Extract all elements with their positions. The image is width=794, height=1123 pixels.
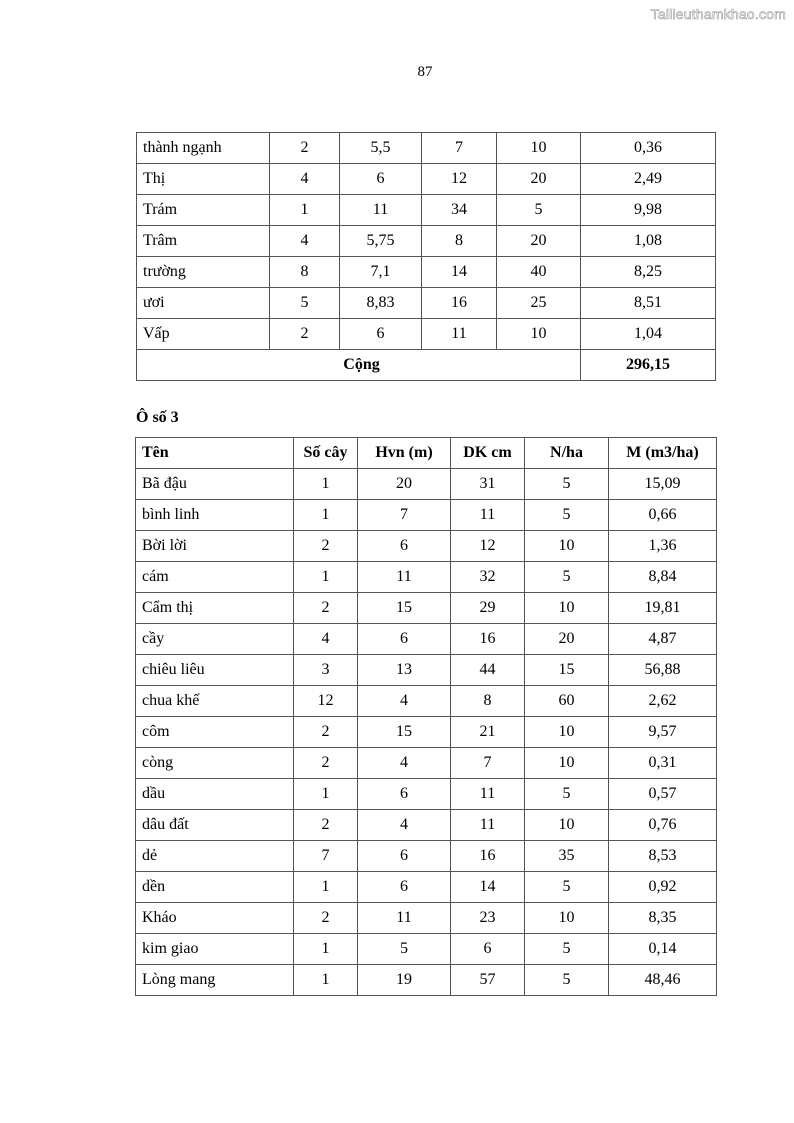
value-cell: 10 [525,593,609,624]
table-row [136,841,717,872]
value-cell: 5 [270,288,340,319]
column-header: M (m3/ha) [609,438,717,469]
species-name-cell: Vấp [137,319,270,350]
table-row [136,531,717,562]
value-cell: 11 [422,319,497,350]
table-row [136,965,717,996]
species-name-cell: cám [136,562,294,593]
value-cell: 7 [422,133,497,164]
value-cell: 34 [422,195,497,226]
value-cell: 2,62 [609,686,717,717]
value-cell: 10 [497,133,581,164]
value-cell: 1 [294,934,358,965]
value-cell: 6 [340,319,422,350]
table-row [136,903,717,934]
column-header: Tên [136,438,294,469]
value-cell: 1 [294,872,358,903]
value-cell: 19,81 [609,593,717,624]
value-cell: 13 [358,655,451,686]
value-cell: 21 [451,717,525,748]
value-cell: 2 [294,717,358,748]
species-name-cell: ươi [137,288,270,319]
value-cell: 20 [497,164,581,195]
table-row [136,872,717,903]
value-cell: 35 [525,841,609,872]
value-cell: 5 [525,779,609,810]
value-cell: 6 [358,624,451,655]
value-cell: 10 [525,748,609,779]
value-cell: 15,09 [609,469,717,500]
value-cell: 8,83 [340,288,422,319]
value-cell: 7 [358,500,451,531]
value-cell: 4 [270,164,340,195]
value-cell: 11 [358,562,451,593]
table-row [137,319,716,350]
value-cell: 20 [497,226,581,257]
value-cell: 16 [422,288,497,319]
value-cell: 11 [340,195,422,226]
column-header: N/ha [525,438,609,469]
value-cell: 8,35 [609,903,717,934]
value-cell: 6 [358,841,451,872]
total-row [137,350,716,381]
value-cell: 7 [294,841,358,872]
value-cell: 8,51 [581,288,716,319]
page-number: 87 [417,64,433,80]
species-name-cell: kim giao [136,934,294,965]
species-name-cell: Bời lời [136,531,294,562]
value-cell: 11 [451,500,525,531]
value-cell: 12 [451,531,525,562]
value-cell: 0,57 [609,779,717,810]
table-row [136,469,717,500]
table-row [136,562,717,593]
value-cell: 12 [294,686,358,717]
value-cell: 0,92 [609,872,717,903]
value-cell: 5 [525,562,609,593]
value-cell: 1,08 [581,226,716,257]
species-name-cell: Bã đậu [136,469,294,500]
value-cell: 7,1 [340,257,422,288]
value-cell: 9,57 [609,717,717,748]
table-row [137,226,716,257]
value-cell: 4 [358,686,451,717]
value-cell: 10 [525,531,609,562]
column-header: DK cm [451,438,525,469]
value-cell: 4 [358,810,451,841]
value-cell: 16 [451,841,525,872]
value-cell: 14 [422,257,497,288]
total-label: Cộng [137,350,581,381]
total-value: 296,15 [581,350,716,381]
value-cell: 1 [294,779,358,810]
value-cell: 11 [451,779,525,810]
species-name-cell: Thị [137,164,270,195]
species-table-continued [136,132,716,381]
value-cell: 10 [525,903,609,934]
value-cell: 5 [525,872,609,903]
value-cell: 1 [294,965,358,996]
species-name-cell: dẻ [136,841,294,872]
value-cell: 19 [358,965,451,996]
value-cell: 6 [358,779,451,810]
value-cell: 8 [451,686,525,717]
value-cell: 25 [497,288,581,319]
species-name-cell: Lòng mang [136,965,294,996]
value-cell: 10 [525,717,609,748]
value-cell: 0,76 [609,810,717,841]
species-name-cell: bình linh [136,500,294,531]
value-cell: 5 [525,965,609,996]
value-cell: 5,75 [340,226,422,257]
table-row [137,288,716,319]
value-cell: 4 [270,226,340,257]
value-cell: 2 [294,903,358,934]
value-cell: 4 [358,748,451,779]
value-cell: 5 [497,195,581,226]
value-cell: 7 [451,748,525,779]
species-name-cell: còng [136,748,294,779]
value-cell: 1,04 [581,319,716,350]
species-name-cell: dầu [136,779,294,810]
value-cell: 56,88 [609,655,717,686]
table-row [137,164,716,195]
plot-3-table [135,437,717,996]
species-name-cell: trường [137,257,270,288]
value-cell: 5,5 [340,133,422,164]
column-header: Số cây [294,438,358,469]
table-row [136,655,717,686]
value-cell: 8,53 [609,841,717,872]
species-name-cell: chiêu liêu [136,655,294,686]
table-row [136,748,717,779]
species-name-cell: thành ngạnh [137,133,270,164]
value-cell: 0,14 [609,934,717,965]
value-cell: 2 [270,133,340,164]
header-row [136,438,717,469]
value-cell: 57 [451,965,525,996]
table-row [136,686,717,717]
value-cell: 23 [451,903,525,934]
species-name-cell: Kháo [136,903,294,934]
value-cell: 20 [358,469,451,500]
value-cell: 10 [497,319,581,350]
value-cell: 5 [358,934,451,965]
value-cell: 1 [270,195,340,226]
species-name-cell: Trám [137,195,270,226]
value-cell: 8,84 [609,562,717,593]
value-cell: 11 [358,903,451,934]
value-cell: 2 [294,810,358,841]
value-cell: 0,66 [609,500,717,531]
value-cell: 14 [451,872,525,903]
value-cell: 6 [358,872,451,903]
section-title: Ô số 3 [136,409,179,426]
species-name-cell: dền [136,872,294,903]
value-cell: 2,49 [581,164,716,195]
value-cell: 10 [525,810,609,841]
value-cell: 20 [525,624,609,655]
value-cell: 2 [294,748,358,779]
value-cell: 0,31 [609,748,717,779]
value-cell: 5 [525,500,609,531]
value-cell: 1 [294,500,358,531]
column-header: Hvn (m) [358,438,451,469]
value-cell: 5 [525,934,609,965]
value-cell: 5 [525,469,609,500]
value-cell: 44 [451,655,525,686]
value-cell: 31 [451,469,525,500]
table-row [136,934,717,965]
watermark: Tailieuthamkhao.com [650,6,786,22]
value-cell: 15 [358,593,451,624]
value-cell: 0,36 [581,133,716,164]
value-cell: 2 [294,531,358,562]
species-name-cell: dâu đất [136,810,294,841]
table-row [136,779,717,810]
table-row [137,133,716,164]
species-name-cell: chua khế [136,686,294,717]
value-cell: 4 [294,624,358,655]
value-cell: 15 [358,717,451,748]
species-name-cell: côm [136,717,294,748]
value-cell: 2 [270,319,340,350]
species-name-cell: Trâm [137,226,270,257]
value-cell: 11 [451,810,525,841]
table-row [136,593,717,624]
value-cell: 29 [451,593,525,624]
value-cell: 3 [294,655,358,686]
value-cell: 8 [422,226,497,257]
value-cell: 60 [525,686,609,717]
value-cell: 6 [451,934,525,965]
table-row [137,257,716,288]
species-name-cell: cầy [136,624,294,655]
value-cell: 15 [525,655,609,686]
table-row [136,500,717,531]
value-cell: 8 [270,257,340,288]
species-name-cell: Cẩm thị [136,593,294,624]
value-cell: 12 [422,164,497,195]
value-cell: 6 [340,164,422,195]
value-cell: 9,98 [581,195,716,226]
value-cell: 16 [451,624,525,655]
value-cell: 1 [294,469,358,500]
value-cell: 1,36 [609,531,717,562]
table-row [136,717,717,748]
value-cell: 8,25 [581,257,716,288]
value-cell: 1 [294,562,358,593]
value-cell: 4,87 [609,624,717,655]
value-cell: 48,46 [609,965,717,996]
table-row [136,810,717,841]
value-cell: 32 [451,562,525,593]
table-row [137,195,716,226]
table-row [136,624,717,655]
value-cell: 6 [358,531,451,562]
value-cell: 2 [294,593,358,624]
value-cell: 40 [497,257,581,288]
